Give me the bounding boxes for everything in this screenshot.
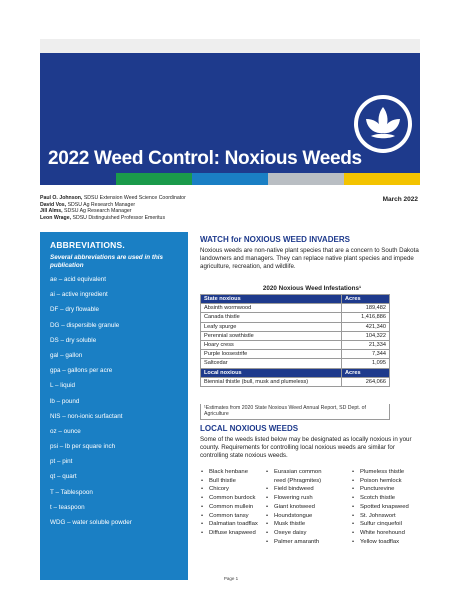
table-row [201, 377, 390, 386]
bullet-icon: • [201, 521, 204, 528]
list-item [265, 512, 351, 521]
bullet-icon: • [352, 495, 355, 502]
bullet-icon: • [201, 495, 204, 502]
author-line [40, 215, 186, 222]
bullet-icon: • [266, 512, 269, 519]
bullet-icon: • [352, 512, 355, 519]
table-cell-name: Hoary cress [201, 340, 342, 349]
page-title: 2022 Weed Control: Noxious Weeds [48, 148, 362, 169]
local-weed-list [200, 468, 424, 546]
abbreviation-item: qt – quart [50, 473, 77, 481]
table-row [201, 313, 390, 322]
abbreviation-item: ai – active ingredient [50, 291, 108, 299]
table-cell-acres: Acres [342, 368, 390, 377]
table-cell-name: Leafy spurge [201, 322, 342, 331]
list-item [200, 477, 265, 486]
list-item [265, 485, 351, 494]
list-item [265, 529, 351, 538]
list-item [200, 503, 265, 512]
bullet-icon: • [352, 538, 355, 545]
table-row [201, 331, 390, 340]
list-item [351, 503, 424, 512]
list-item [351, 468, 424, 477]
list-item-text: Puncturevine [360, 486, 395, 493]
color-stripe [116, 173, 192, 185]
table-cell-acres: 421,340 [342, 322, 390, 331]
abbreviations-title: ABBREVIATIONS. [50, 240, 125, 250]
author-role: SDSU Distinguished Professor Emeritus [71, 214, 166, 221]
bullet-icon: • [352, 486, 355, 493]
abbreviation-item: psi – lb per square inch [50, 443, 116, 451]
bullet-icon: • [266, 529, 269, 536]
list-item-text: Scotch thistle [360, 495, 396, 502]
watch-section [200, 235, 424, 271]
list-item [265, 468, 351, 477]
list-item [200, 468, 265, 477]
author-role: SDSU Extension Weed Science Coordinator [82, 195, 186, 201]
bullet-icon: • [266, 538, 269, 545]
list-item-text: Chicory [209, 486, 229, 493]
table-header-local [201, 368, 390, 377]
table-cell-acres: 189,482 [342, 304, 390, 313]
table-cell-name: Canada thistle [201, 313, 342, 322]
bullet-icon: • [266, 469, 269, 475]
bullet-icon: • [201, 512, 204, 519]
author-name: Paul O. Johnson, [40, 195, 83, 201]
table-row [201, 304, 390, 313]
list-item-text: Diffuse knapweed [209, 529, 256, 536]
table-row [201, 322, 390, 331]
infestation-table-title: 2020 Noxious Weed Infestations¹ [262, 285, 362, 292]
list-item [351, 538, 424, 547]
bullet-icon: • [266, 495, 269, 502]
list-item-text: Palmer amaranth [274, 538, 320, 545]
table-cell-name: Perennial sowthistle [201, 331, 342, 340]
list-item [351, 485, 424, 494]
list-item [265, 477, 351, 486]
abbreviation-item: T – Tablespoon [50, 488, 93, 496]
list-item-text: St. Johnswort [360, 512, 396, 519]
bullet-icon: • [352, 477, 355, 484]
list-item [265, 503, 351, 512]
title-banner [40, 53, 420, 173]
list-item-text: White horehound [360, 529, 405, 536]
list-item [200, 512, 265, 521]
list-item [200, 485, 265, 494]
table-cell-acres: 264,066 [342, 377, 390, 386]
list-item-text: Giant knotweed [274, 503, 315, 510]
list-item [200, 520, 265, 529]
table-cell-name: Biennial thistle (bull, musk and plumeless) [201, 377, 342, 386]
color-stripes [40, 173, 420, 185]
table-cell-acres: Acres [342, 295, 390, 304]
list-item-text: Field bindweed [274, 486, 314, 493]
list-item [351, 494, 424, 503]
list-item-text: Eurasian common [274, 469, 322, 475]
list-item [351, 477, 424, 486]
table-row [201, 350, 390, 359]
abbreviation-item: gal – gallon [50, 351, 83, 359]
abbreviation-item: pt – pint [50, 458, 73, 466]
list-item-text: Common tansy [209, 512, 249, 519]
bullet-icon: • [201, 469, 204, 475]
list-item-text: Spotted knapweed [360, 503, 409, 510]
abbreviation-item: WDG – water soluble powder [50, 519, 132, 526]
list-item-text: reed (Phragmites) [274, 477, 322, 484]
table-cell-name: Absinth wormwood [201, 304, 342, 313]
list-item-text: Dalmatian toadflax [209, 521, 258, 528]
abbreviation-item: lb – pound [50, 397, 80, 405]
table-cell-name: Local noxious [201, 368, 342, 377]
page-number: Page 1 [223, 576, 239, 581]
author-line [40, 195, 186, 202]
color-stripe [192, 173, 268, 185]
bullet-icon: • [266, 503, 269, 510]
list-item-text: Oxeye daisy [274, 529, 307, 536]
list-item-text: Plumeless thistle [360, 469, 405, 475]
abbreviations-list [50, 276, 180, 534]
author-name: Jill Alms, [40, 208, 63, 215]
abbreviation-item: DG – dispersible granule [50, 321, 120, 329]
table-cell-acres: 1,095 [342, 359, 390, 368]
list-item [265, 494, 351, 503]
local-text: Some of the weeds listed below may be designated as locally noxious in your county. Requirements for controlling local noxious weeds are similar for controlling state noxious weeds. [200, 436, 412, 459]
abbreviations-sidebar [40, 232, 188, 580]
bullet-icon: • [201, 477, 204, 484]
bullet-icon: • [201, 529, 204, 536]
weed-column-2 [265, 468, 351, 546]
bullet-icon: • [352, 521, 355, 528]
list-item-text: Bull thistle [209, 477, 236, 484]
local-section [200, 424, 424, 460]
list-item-text: Musk thistle [274, 521, 306, 528]
local-heading: LOCAL NOXIOUS WEEDS [200, 424, 299, 433]
list-item [351, 520, 424, 529]
author-role: SDSU Ag Research Manager [62, 208, 132, 215]
bullet-icon: • [266, 486, 269, 493]
list-item-text: Common mullein [209, 503, 254, 510]
author-line [40, 202, 186, 209]
abbreviations-intro: Several abbreviations are used in this publication [50, 254, 164, 269]
list-item [265, 538, 351, 547]
abbreviation-item: DF – dry flowable [50, 306, 99, 314]
color-stripe [344, 173, 420, 185]
abbreviation-item: gpa – gallons per acre [50, 367, 113, 375]
watch-text: Noxious weeds are non-native plant species that are a concern to South Dakota landowners and managers. They can replace native plant species and impede agriculture, recreation, and wildlife. [200, 247, 419, 270]
list-item-text: Yellow toadflax [360, 538, 400, 545]
table-cell-acres: 1,416,886 [342, 313, 390, 322]
color-stripe [268, 173, 344, 185]
author-list [40, 195, 186, 221]
list-item [265, 520, 351, 529]
infestation-table [200, 294, 390, 387]
table-row [201, 359, 390, 368]
table-header-state [201, 295, 390, 304]
bullet-icon: • [201, 503, 204, 510]
watch-heading: WATCH for NOXIOUS WEED INVADERS [200, 235, 350, 244]
abbreviation-item: NIS – non-ionic surfactant [50, 412, 123, 420]
table-cell-name: Saltcedar [201, 359, 342, 368]
bullet-icon: • [352, 529, 355, 536]
abbreviation-item: ae – acid equivalent [50, 276, 107, 283]
abbreviation-item: DS – dry soluble [50, 336, 97, 344]
table-cell-acres: 7,344 [342, 350, 390, 359]
list-item-text: Black henbane [209, 469, 248, 475]
list-item [351, 512, 424, 521]
table-footnote: ¹Estimates from 2020 State Noxious Weed Annual Report, SD Dept. of Agriculture [200, 404, 390, 420]
list-item [200, 529, 265, 538]
weed-column-1 [200, 468, 265, 546]
list-item [351, 529, 424, 538]
sdsu-extension-logo-icon [352, 93, 414, 155]
bullet-icon: • [352, 469, 355, 475]
abbreviation-item: t – teaspoon [50, 503, 85, 511]
header-top-bar [40, 39, 420, 53]
list-item-text: Houndstongue [274, 512, 313, 519]
table-cell-name: State noxious [201, 295, 342, 304]
table-row [201, 340, 390, 349]
list-item-text: Common burdock [209, 495, 256, 502]
list-item-text: Poison hemlock [360, 477, 402, 484]
author-name: David Vos, [40, 201, 67, 208]
table-cell-acres: 104,322 [342, 331, 390, 340]
color-stripe [40, 173, 116, 185]
bullet-icon: • [201, 486, 204, 493]
table-cell-acres: 21,334 [342, 340, 390, 349]
author-line [40, 208, 186, 215]
list-item [200, 494, 265, 503]
list-item-text: Flowering rush [274, 495, 313, 502]
author-role: SDSU Ag Research Manager [66, 201, 136, 208]
bullet-icon: • [352, 503, 355, 510]
abbreviation-item: L – liquid [50, 382, 75, 390]
list-item-text: Sulfur cinquefoil [360, 521, 402, 528]
table-cell-name: Purple loosestrife [201, 350, 342, 359]
publication-date: March 2022 [382, 196, 418, 203]
author-name: Leon Wrage, [40, 214, 72, 221]
bullet-icon: • [266, 521, 269, 528]
abbreviation-item: oz – ounce [50, 427, 81, 435]
weed-column-3 [351, 468, 424, 546]
